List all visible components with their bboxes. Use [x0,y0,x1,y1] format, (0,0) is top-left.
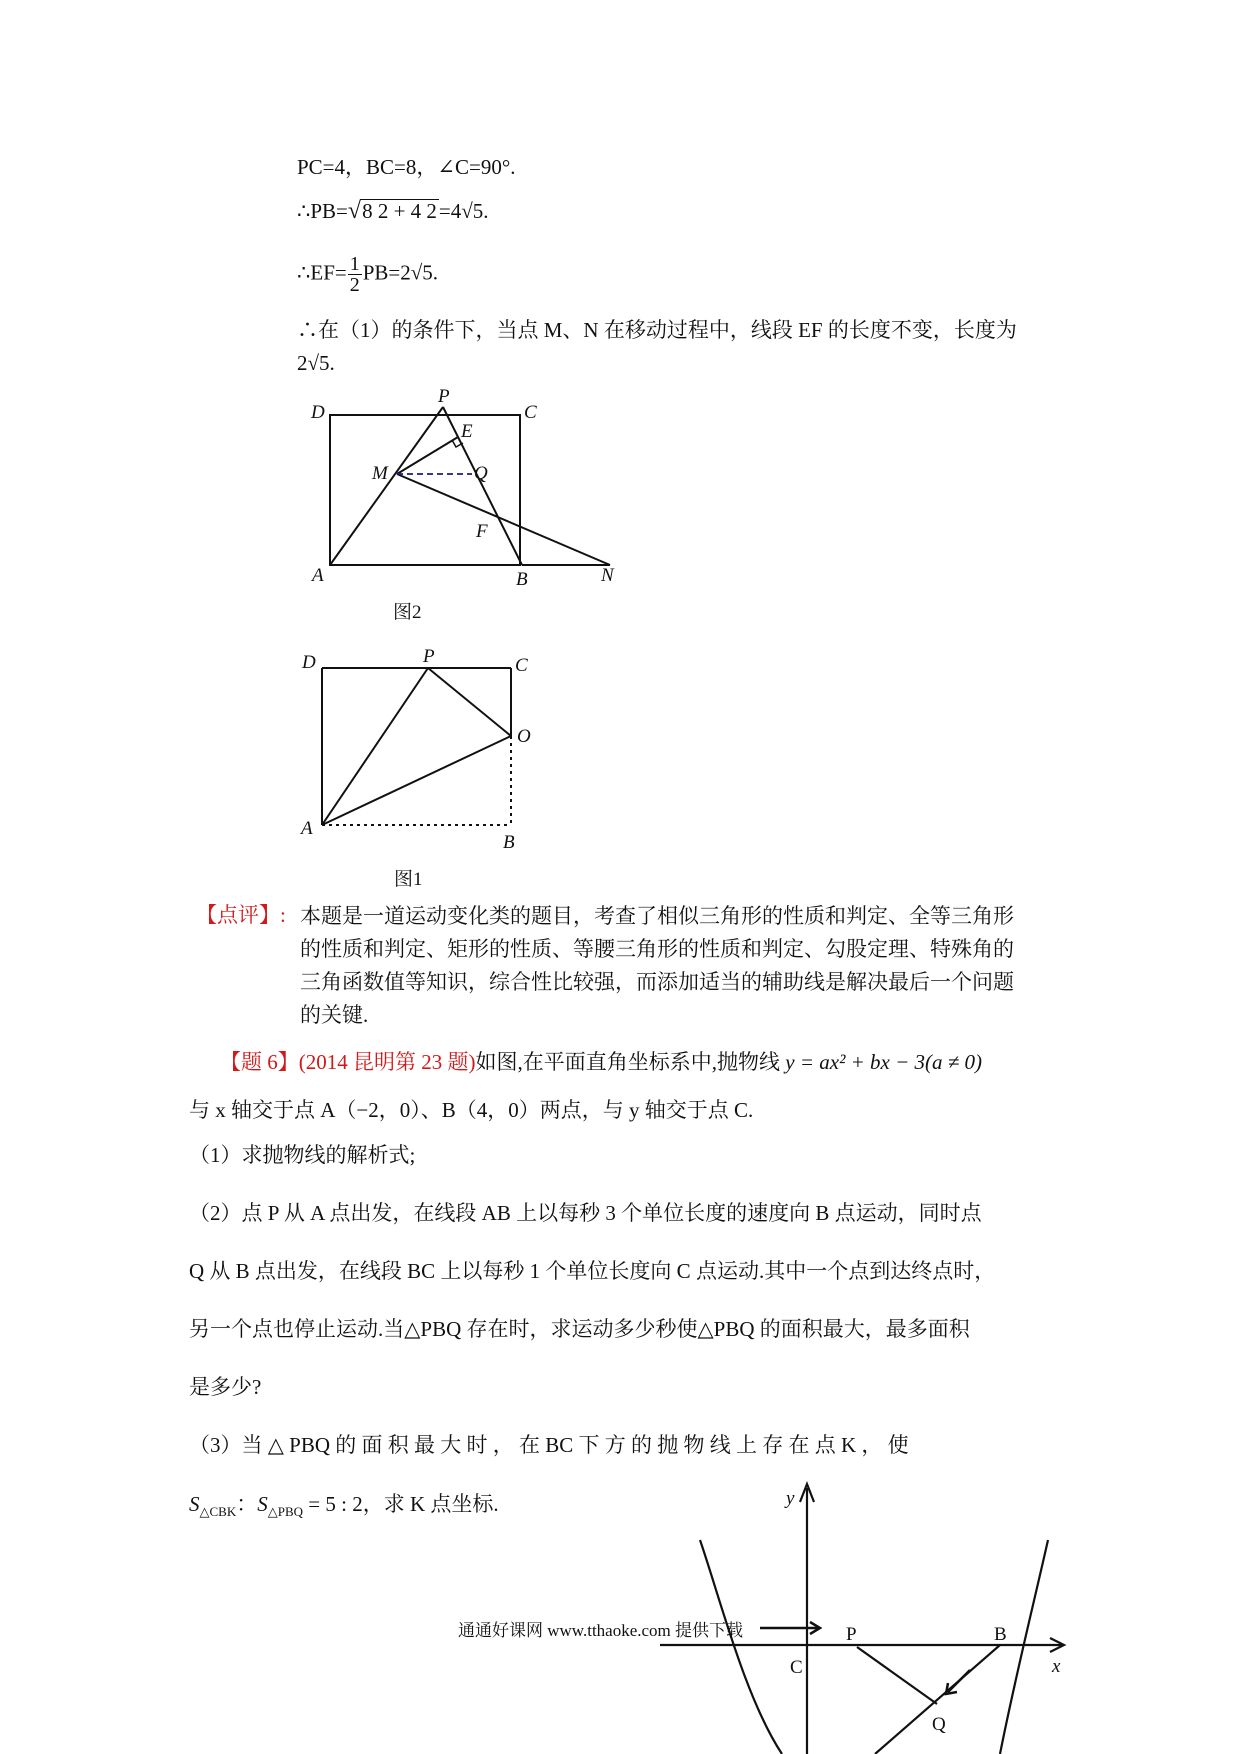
label-o: O [517,726,531,747]
label-q: Q [932,1714,946,1735]
comment-line: 的关键. [300,1003,369,1027]
label-b: B [503,832,515,853]
label-p: P [438,386,450,407]
question-3-line-2 [189,1489,499,1527]
rect-abcd [330,415,520,565]
pb-radicand: 8 2 + 4 2 [362,199,437,223]
question-1: （1）求抛物线的解析式; [189,1143,416,1167]
sqrt-sign-icon: √ [347,198,362,224]
problem-source: (2014 昆明第 23 题) [298,1050,476,1074]
figure-1-caption: 图1 [394,869,423,890]
label-y: y [786,1488,795,1509]
fraction-denominator: 2 [349,274,360,296]
label-m: M [372,463,388,484]
label-c: C [515,655,528,676]
label-c: C [524,402,537,423]
figure-1-diagram [295,648,545,868]
solution-line-1: PC=4，BC=8，∠C=90°. [297,155,516,179]
fraction-numerator: 1 [349,253,360,275]
label-d: D [311,402,325,423]
comment-body [300,900,1014,1032]
segment-pq [857,1647,937,1704]
segment-po [428,668,511,736]
area-s2: S [257,1492,268,1516]
footer-text: 通通好课网 www.tthaoke.com 提供下载 [458,1621,744,1640]
segment-ao [322,736,511,825]
label-p: P [423,648,435,667]
ratio-rest: = 5 : 2，求 K 点坐标. [303,1492,499,1516]
figure-2-caption: 图2 [393,602,422,623]
area-sub-cbk: △CBK [199,1504,237,1520]
figure-2-diagram [300,385,630,625]
label-x: x [1052,1656,1061,1677]
comment-line: 的性质和判定、矩形的性质、等腰三角形的性质和判定、勾股定理、特殊角的 [300,937,1014,961]
question-2-line: 是多少? [189,1375,262,1399]
segment-ap [322,668,428,825]
label-b: B [994,1624,1007,1645]
q-motion-arrow-icon [948,1670,970,1692]
area-s1: S [189,1492,200,1516]
label-a: A [312,565,324,586]
label-b: B [516,569,528,590]
label-q: Q [474,463,488,484]
solution-line-3 [297,254,438,295]
ef-prefix: ∴EF= [297,260,347,285]
solution-line-2 [297,196,489,226]
comment-line: 本题是一道运动变化类的题目，考查了相似三角形的性质和判定、全等三角形 [300,904,1014,928]
pb-prefix: ∴PB= [297,199,348,223]
question-2-line: Q 从 B 点出发，在线段 BC 上以每秒 1 个单位长度向 C 点运动.其中一个点到达终点时， [189,1259,996,1283]
comment-label: 【点评】: [196,903,286,927]
fraction-one-half [348,254,362,295]
segment-mn [397,474,610,565]
solution-line-5: 2√5. [297,351,335,375]
segment-me [397,437,458,474]
segment-bc [875,1645,1000,1754]
question-2-line: 另一个点也停止运动.当△PBQ 存在时，求运动多少秒使△PBQ 的面积最大，最多面积 [189,1317,970,1341]
label-c: C [790,1657,803,1678]
parabola-left-branch [700,1540,782,1754]
ratio-colon: ： [236,1492,258,1516]
label-f: F [476,521,488,542]
solution-line-4: ∴在（1）的条件下，当点 M、N 在移动过程中，线段 EF 的长度不变，长度为 [297,318,1017,342]
label-n: N [601,565,614,586]
label-d: D [302,652,316,673]
parabola-equation: y = ax² + bx − 3(a ≠ 0) [785,1050,983,1074]
ef-result: PB=2√5. [362,260,439,285]
comment-line: 三角函数值等知识，综合性比较强，而添加适当的辅助线是解决最后一个问题 [300,970,1014,994]
label-e: E [461,421,473,442]
problem-intro: 如图,在平面直角坐标系中,抛物线 [475,1050,786,1074]
problem-tag: 【题 6】 [220,1050,299,1074]
parabola-graph [660,1478,1240,1754]
area-sub-pbq: △PBQ [267,1504,304,1520]
parabola-right-branch [1000,1540,1048,1754]
problem-line-2: 与 x 轴交于点 A（−2，0）、B（4，0）两点，与 y 轴交于点 C. [189,1098,754,1122]
label-p: P [846,1624,857,1645]
question-3-line-1: （3）当 △ PBQ 的 面 积 最 大 时 ， 在 BC 下 方 的 抛 物 线 上 存 在 点 K ， 使 [189,1433,909,1457]
pb-result: =4√5. [438,199,489,223]
label-a: A [301,818,313,839]
problem-heading [220,1047,982,1077]
question-2-line: （2）点 P 从 A 点出发，在线段 AB 上以每秒 3 个单位长度的速度向 B 点运动，同时点 [189,1201,982,1225]
